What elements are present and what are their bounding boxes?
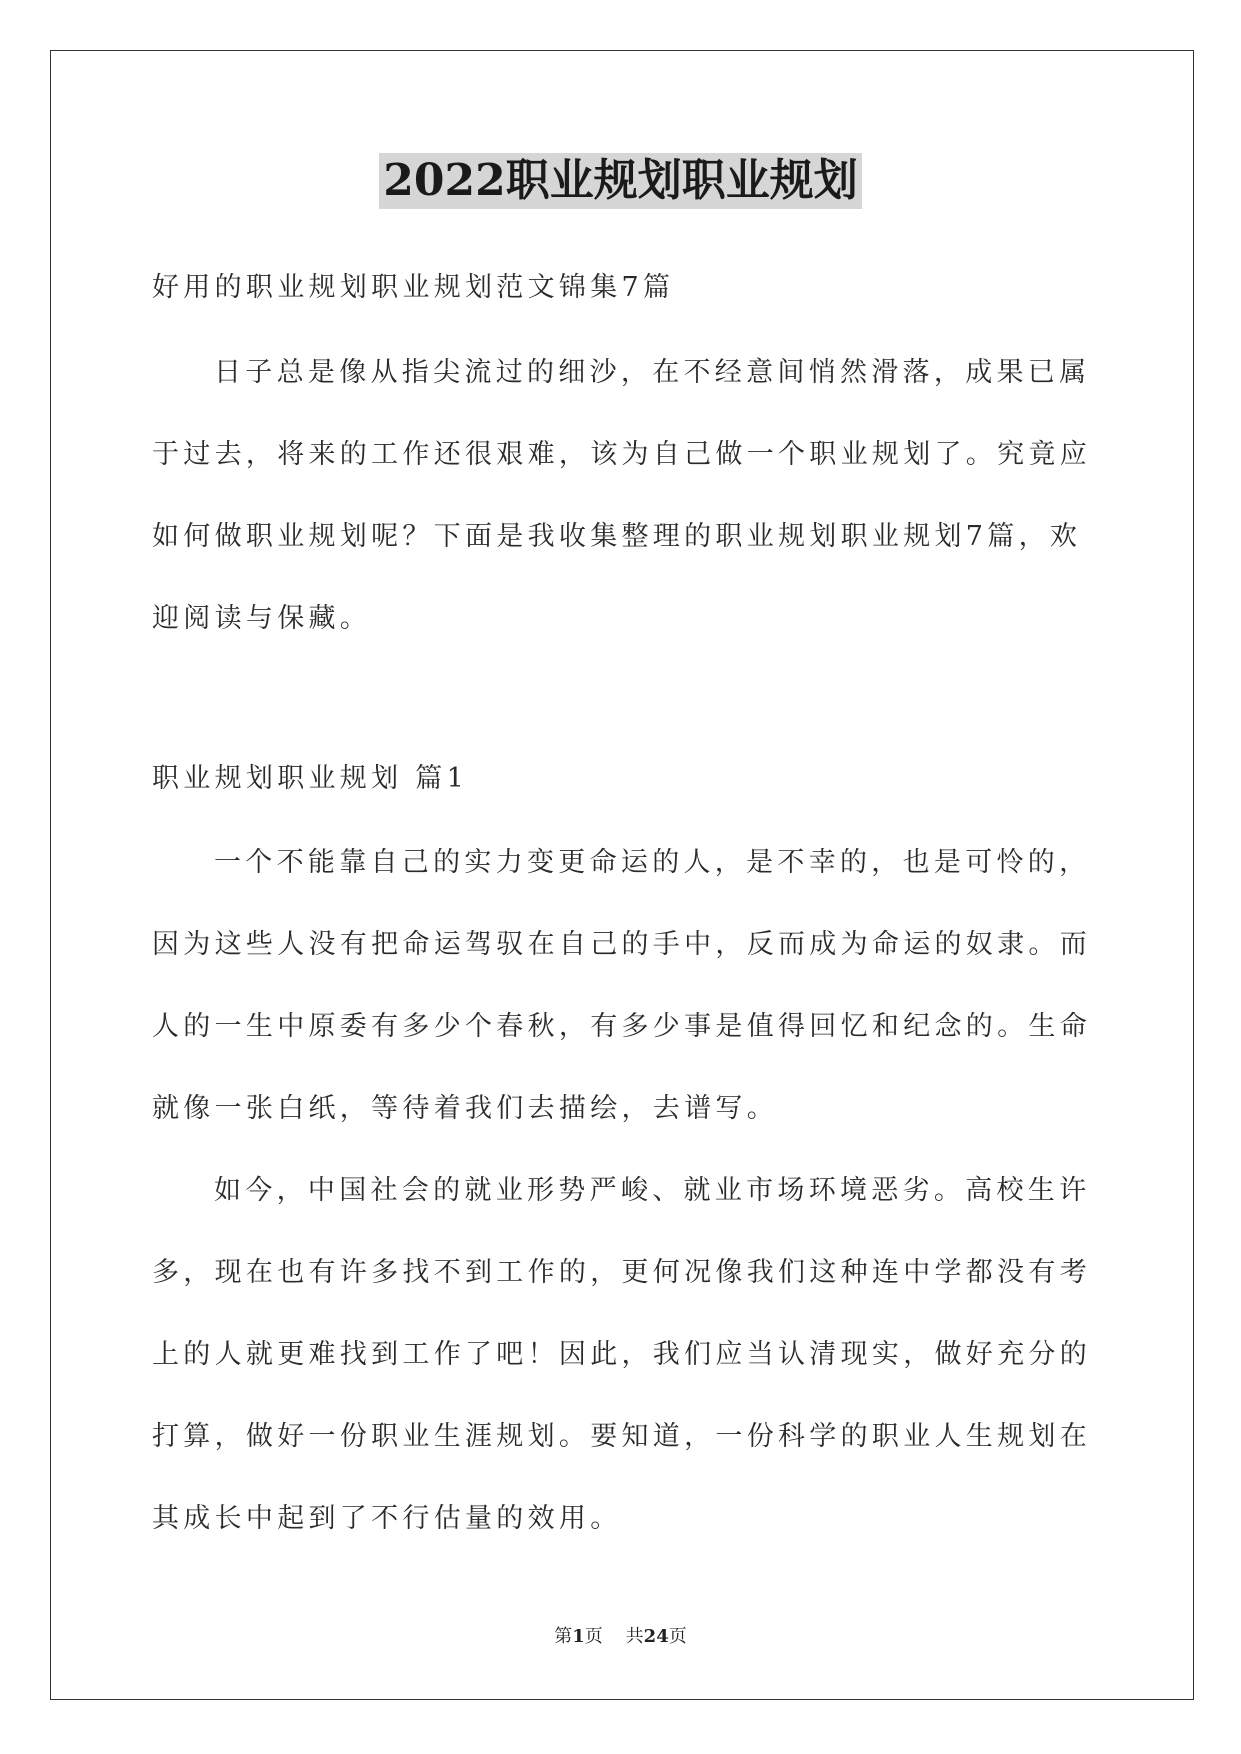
current-page-number: 1: [572, 1626, 585, 1647]
intro-line: 迎阅读与保藏。: [152, 603, 372, 634]
footer-prefix: 第: [554, 1626, 573, 1647]
paragraph-line: 多，现在也有许多找不到工作的，更何况像我们这种连中学都没有考: [152, 1257, 1091, 1288]
footer-total-suffix: 页: [668, 1626, 687, 1647]
paragraph-line: 打算，做好一份职业生涯规划。要知道，一份科学的职业人生规划在: [152, 1421, 1091, 1452]
intro-line: 如何做职业规划呢？下面是我收集整理的职业规划职业规划7篇，欢: [152, 521, 1082, 552]
page-footer: [0, 1622, 1241, 1648]
title-container: [0, 153, 1241, 209]
document-title: 2022职业规划职业规划: [379, 153, 861, 209]
paragraph-line: 人的一生中原委有多少个春秋，有多少事是值得回忆和纪念的。生命: [152, 1011, 1091, 1042]
footer-total-prefix: 共: [625, 1626, 644, 1647]
paragraph-line: 一个不能靠自己的实力变更命运的人，是不幸的，也是可怜的，: [214, 847, 1091, 878]
total-pages-number: 24: [643, 1626, 669, 1647]
intro-line: 日子总是像从指尖流过的细沙，在不经意间悄然滑落，成果已属: [214, 357, 1091, 388]
paragraph-line: 其成长中起到了不行估量的效用。: [152, 1503, 622, 1534]
document-subtitle: 好用的职业规划职业规划范文锦集7篇: [152, 272, 675, 303]
section-heading: 职业规划职业规划 篇1: [152, 763, 469, 794]
intro-line: 于过去，将来的工作还很艰难，该为自己做一个职业规划了。究竟应: [152, 439, 1091, 470]
paragraph-line: 因为这些人没有把命运驾驭在自己的手中，反而成为命运的奴隶。而: [152, 929, 1091, 960]
paragraph-line: 如今，中国社会的就业形势严峻、就业市场环境恶劣。高校生许: [214, 1175, 1091, 1206]
paragraph-line: 就像一张白纸，等待着我们去描绘，去谱写。: [152, 1093, 778, 1124]
footer-page-suffix: 页: [584, 1626, 603, 1647]
paragraph-line: 上的人就更难找到工作了吧！因此，我们应当认清现实，做好充分的: [152, 1339, 1091, 1370]
